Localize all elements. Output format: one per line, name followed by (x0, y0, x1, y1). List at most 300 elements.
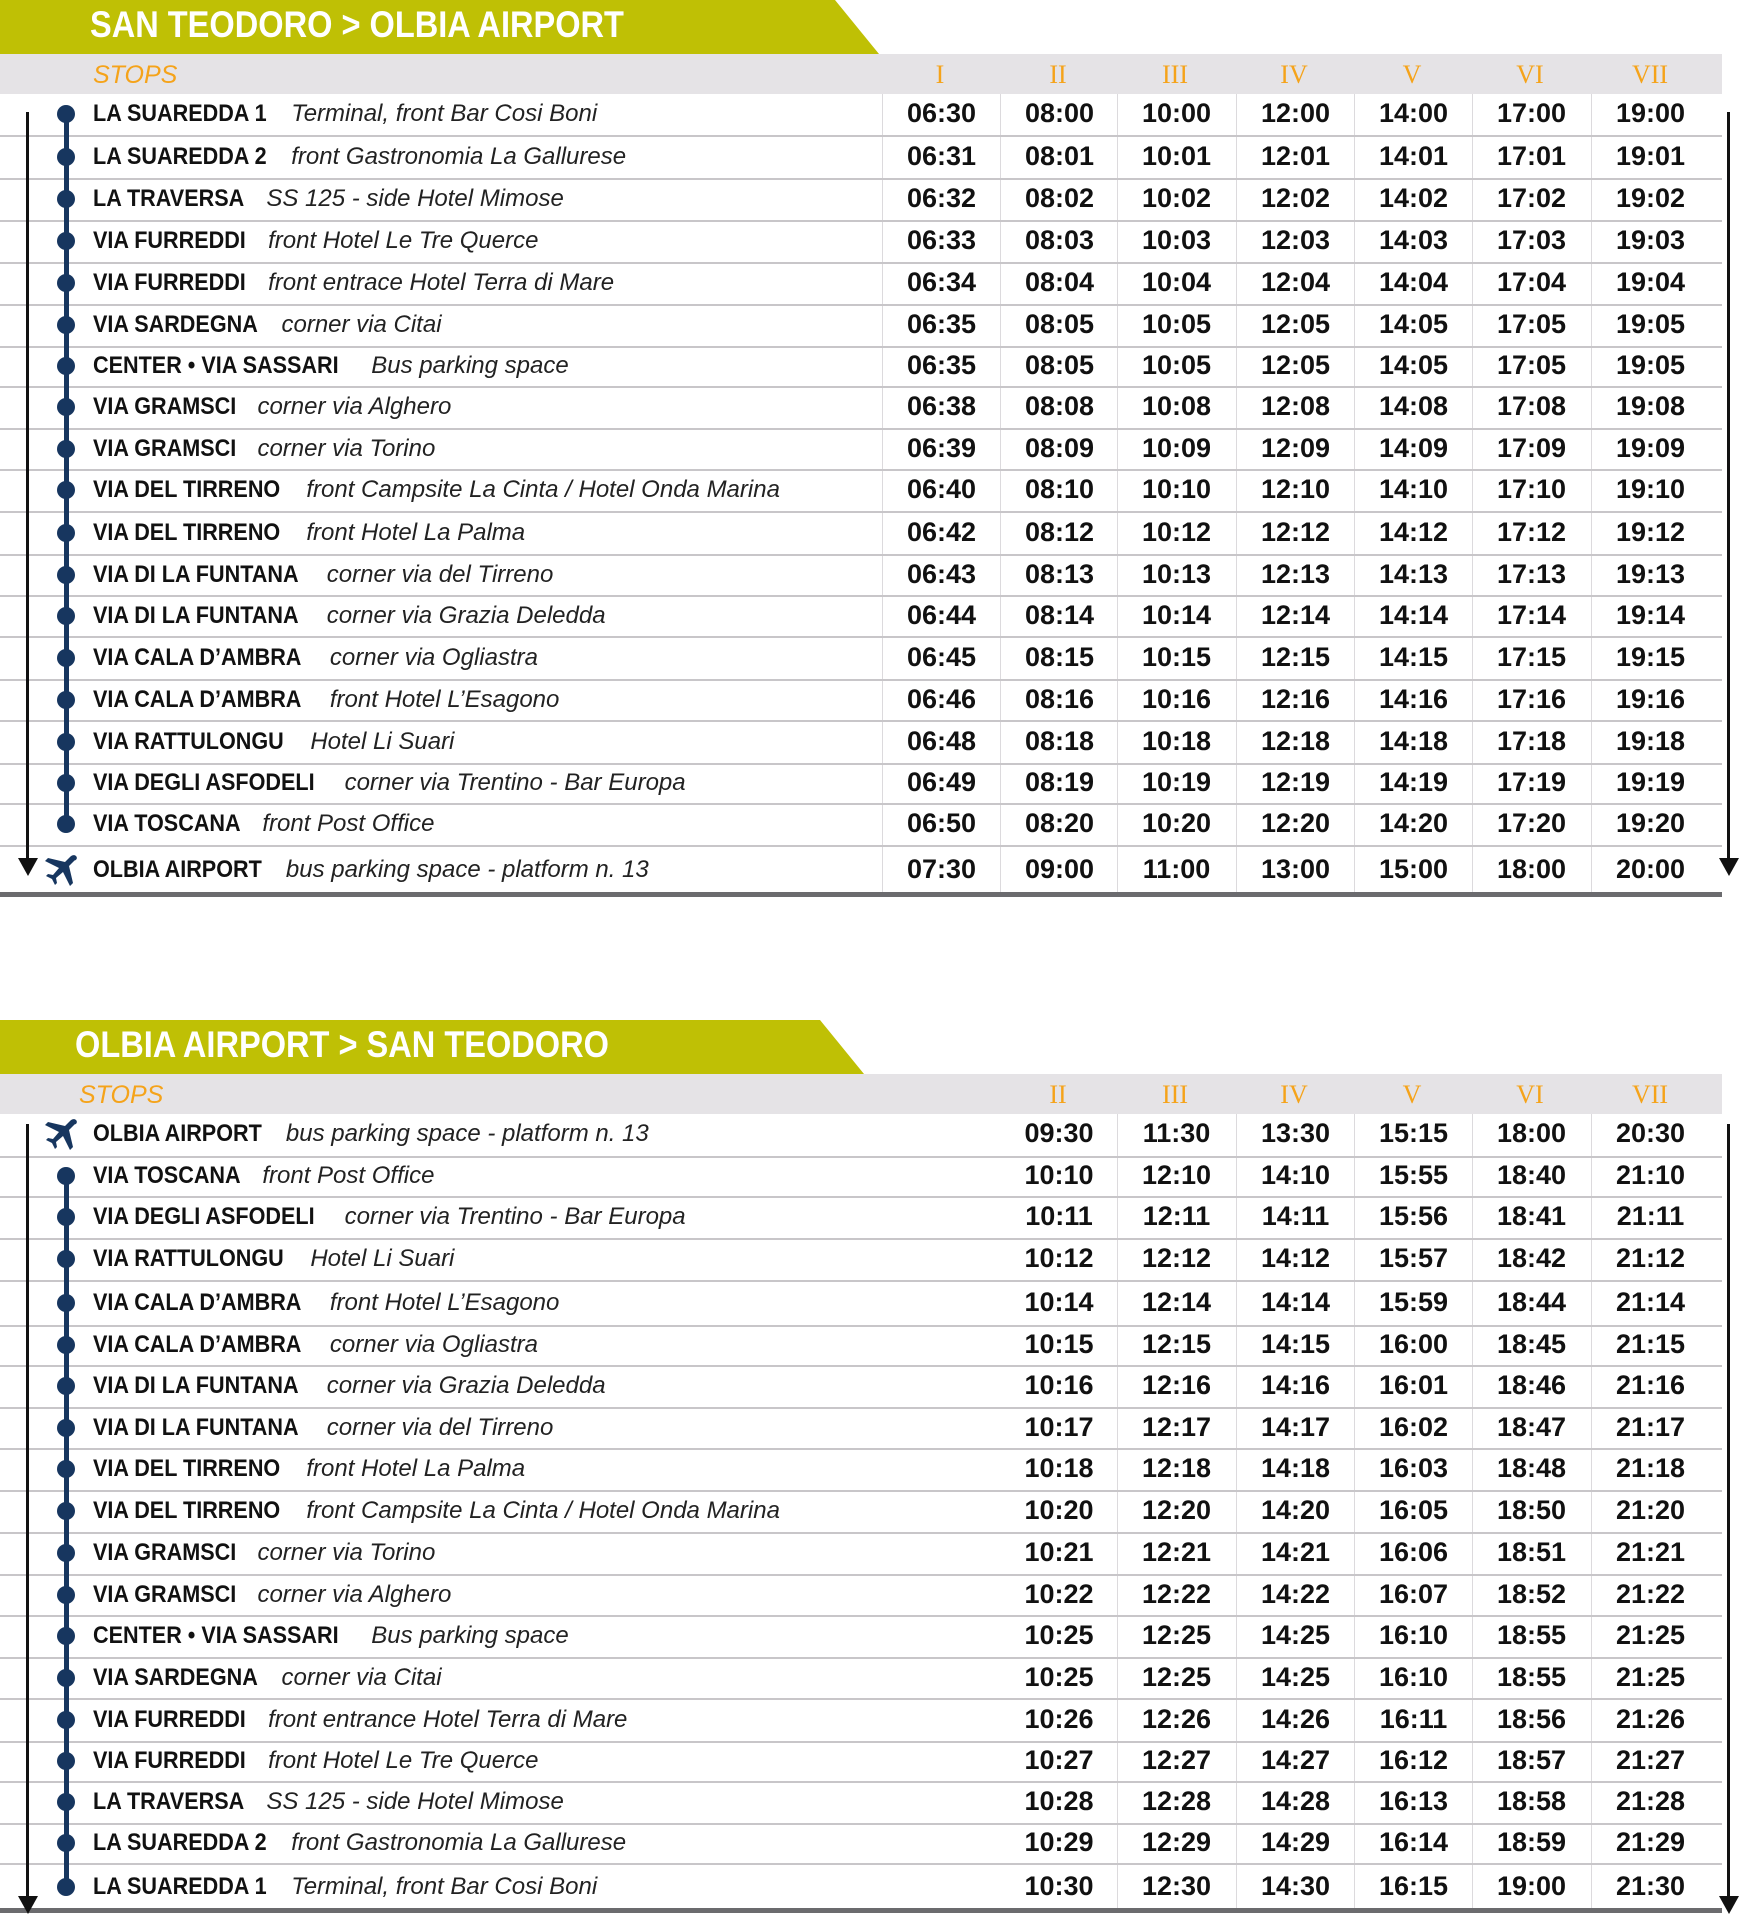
departure-time: 18:48 (1496, 1453, 1567, 1483)
table-row (0, 1783, 1722, 1825)
stop-name: VIA DEL TIRRENO (93, 476, 281, 503)
departure-time: 19:19 (1615, 767, 1686, 797)
stop-description: Bus parking space (357, 352, 569, 379)
departure-time: 12:05 (1260, 309, 1331, 339)
departure-time-cell (1236, 1783, 1354, 1823)
stop-label (93, 1708, 627, 1732)
stop-label (93, 102, 597, 126)
departure-time: 10:22 (1024, 1579, 1094, 1609)
departure-time-cell (1000, 1617, 1118, 1657)
departure-time-cell (1354, 1534, 1472, 1574)
column-header-run-2: II (1049, 1080, 1067, 1109)
stop-name: VIA DEL TIRRENO (93, 519, 281, 546)
departure-time: 18:55 (1496, 1662, 1567, 1692)
departure-time-cell (1117, 1282, 1235, 1325)
departure-time: 15:00 (1378, 854, 1449, 884)
table-row (0, 1114, 1722, 1158)
departure-time-cell (1591, 1576, 1709, 1615)
departure-time-cell (1591, 1700, 1709, 1741)
departure-time: 10:05 (1141, 350, 1212, 380)
departure-time-cell (1472, 847, 1590, 892)
departure-time: 21:17 (1615, 1412, 1686, 1442)
departure-time: 14:20 (1378, 808, 1449, 838)
departure-time: 12:18 (1260, 726, 1331, 756)
table-row (0, 94, 1722, 137)
departure-time: 19:05 (1615, 350, 1686, 380)
departure-time-cell (1000, 1327, 1118, 1365)
departure-time-cell (1000, 597, 1118, 636)
departure-time-cell (1591, 1198, 1709, 1238)
departure-time-cell (1000, 1240, 1118, 1280)
departure-time: 08:02 (1024, 183, 1095, 213)
departure-time: 13:30 (1260, 1118, 1331, 1148)
departure-time-cell (1591, 513, 1709, 554)
departure-time-cell (1591, 638, 1709, 679)
departure-time: 12:13 (1260, 559, 1331, 589)
departure-time: 17:10 (1496, 474, 1567, 504)
departure-time: 06:46 (906, 684, 977, 714)
column-header-run-7: VII (1631, 1080, 1669, 1109)
stop-name: VIA GRAMSCI (93, 1539, 237, 1566)
departure-time: 18:44 (1496, 1287, 1567, 1317)
departure-time-cell (1236, 1409, 1354, 1448)
departure-time: 17:16 (1496, 684, 1567, 714)
departure-time-cell (882, 847, 1000, 892)
departure-time: 12:15 (1141, 1329, 1212, 1359)
departure-time-cell (1117, 513, 1235, 554)
departure-time-cell (1117, 1158, 1235, 1196)
departure-time-cell (882, 722, 1000, 763)
departure-time-cell (1591, 1743, 1709, 1781)
stop-label (93, 771, 686, 795)
departure-time-cell (1117, 1743, 1235, 1781)
departure-time: 10:14 (1024, 1287, 1094, 1317)
departure-time-cell (1472, 1492, 1590, 1532)
departure-time-cell (1000, 1450, 1118, 1490)
departure-time: 14:00 (1378, 98, 1449, 128)
table-row (0, 264, 1722, 306)
stop-name: OLBIA AIRPORT (93, 1120, 262, 1147)
departure-time-cell (1117, 222, 1235, 262)
stop-description: corner via Citai (268, 311, 442, 338)
departure-time: 17:05 (1496, 350, 1567, 380)
departure-time-cell (1354, 1327, 1472, 1365)
timetable-san-teodoro-to-olbia-airport (0, 0, 1740, 900)
departure-time: 17:03 (1496, 225, 1567, 255)
departure-time-cell (1472, 222, 1590, 262)
departure-time: 18:41 (1496, 1201, 1567, 1231)
departure-time: 08:01 (1024, 141, 1095, 171)
stop-name: LA SUAREDDA 1 (93, 1873, 267, 1900)
stop-name: VIA CALA D’AMBRA (93, 1331, 302, 1358)
departure-time: 17:09 (1496, 433, 1567, 463)
departure-time-cell (1354, 1743, 1472, 1781)
departure-time: 08:16 (1024, 684, 1095, 714)
departure-time-cell (1117, 1865, 1235, 1908)
departure-time: 16:05 (1378, 1495, 1449, 1525)
departure-time: 08:05 (1024, 350, 1095, 380)
departure-time-cell (1354, 1240, 1472, 1280)
column-header-run-2: II (1049, 60, 1067, 89)
stop-label (93, 730, 454, 754)
stop-label (93, 313, 442, 337)
departure-time-cell (1472, 471, 1590, 511)
departure-time: 14:29 (1260, 1827, 1331, 1857)
departure-time: 12:16 (1260, 684, 1331, 714)
departure-time: 12:03 (1260, 225, 1331, 255)
departure-time-cell (1236, 1367, 1354, 1407)
direction-line-right (1727, 112, 1730, 860)
departure-time-cell (1236, 722, 1354, 763)
departure-time: 14:13 (1378, 559, 1449, 589)
departure-time-cell (1354, 1198, 1472, 1238)
departure-time: 19:18 (1615, 726, 1686, 756)
departure-time-cell (1000, 1198, 1118, 1238)
stop-description: Terminal, front Bar Cosi Boni (277, 1873, 598, 1900)
departure-time: 08:14 (1024, 600, 1095, 630)
departure-time-cell (1354, 1114, 1472, 1156)
departure-time: 14:08 (1378, 391, 1449, 421)
table-row (0, 722, 1722, 765)
departure-time: 21:22 (1615, 1579, 1686, 1609)
departure-time-cell (1000, 1743, 1118, 1781)
departure-time-cell (1000, 1367, 1118, 1407)
departure-time: 06:48 (906, 726, 977, 756)
departure-time: 14:28 (1260, 1786, 1331, 1816)
departure-time: 16:12 (1378, 1745, 1449, 1775)
departure-time-cell (1000, 94, 1118, 135)
departure-time-cell (1354, 1617, 1472, 1657)
departure-time: 15:15 (1378, 1118, 1449, 1148)
departure-time: 19:15 (1615, 642, 1686, 672)
departure-time: 17:02 (1496, 183, 1567, 213)
route-line (64, 118, 69, 824)
departure-time-cell (1117, 1783, 1235, 1823)
departure-time: 19:20 (1615, 808, 1686, 838)
departure-time-cell (1000, 1783, 1118, 1823)
departure-time: 14:03 (1378, 225, 1449, 255)
stop-name: LA SUAREDDA 2 (93, 143, 267, 170)
departure-time-cell (1354, 1450, 1472, 1490)
stop-name: VIA FURREDDI (93, 269, 246, 296)
departure-time: 10:03 (1141, 225, 1212, 255)
departure-time: 14:05 (1378, 309, 1449, 339)
departure-time: 08:13 (1024, 559, 1095, 589)
departure-time: 16:07 (1378, 1579, 1449, 1609)
departure-time: 14:10 (1260, 1160, 1331, 1190)
departure-time-cell (1236, 1450, 1354, 1490)
departure-time: 10:00 (1141, 98, 1212, 128)
departure-time-cell (1591, 556, 1709, 595)
stop-name: VIA DEL TIRRENO (93, 1497, 281, 1524)
route-line (64, 1180, 69, 1890)
departure-time: 18:52 (1496, 1579, 1567, 1609)
departure-time: 06:35 (906, 309, 977, 339)
departure-time-cell (1472, 306, 1590, 346)
departure-time: 12:11 (1142, 1201, 1211, 1231)
departure-time: 19:02 (1615, 183, 1686, 213)
departure-time: 09:00 (1024, 854, 1095, 884)
departure-time: 18:00 (1496, 1118, 1567, 1148)
title-band (0, 0, 835, 54)
stop-name: VIA SARDEGNA (93, 1664, 258, 1691)
departure-time: 21:12 (1615, 1243, 1686, 1273)
departure-time-cell (1236, 597, 1354, 636)
departure-time: 16:13 (1378, 1786, 1449, 1816)
departure-time: 10:13 (1141, 559, 1212, 589)
departure-time: 21:14 (1615, 1287, 1686, 1317)
stop-label (93, 187, 564, 211)
departure-time-cell (1000, 1492, 1118, 1532)
departure-time-cell (882, 180, 1000, 220)
departure-time: 14:12 (1260, 1243, 1331, 1273)
departure-time-cell (1000, 638, 1118, 679)
departure-time: 10:11 (1025, 1201, 1093, 1231)
table-row (0, 1576, 1722, 1617)
departure-time-cell (1472, 1825, 1590, 1863)
departure-time: 12:00 (1260, 98, 1331, 128)
departure-time: 12:22 (1141, 1579, 1212, 1609)
departure-time-cell (1354, 137, 1472, 178)
departure-time-cell (1354, 1492, 1472, 1532)
departure-time: 10:18 (1024, 1453, 1094, 1483)
departure-time-cell (1591, 1327, 1709, 1365)
departure-time: 17:01 (1496, 141, 1567, 171)
departure-time-cell (1591, 1282, 1709, 1325)
column-header-run-6: VI (1516, 1080, 1544, 1109)
down-arrow-icon (18, 858, 38, 876)
stop-label (93, 1164, 434, 1188)
departure-time: 16:10 (1378, 1620, 1449, 1650)
departure-time: 14:12 (1378, 517, 1449, 547)
departure-time: 12:10 (1260, 474, 1331, 504)
departure-time-cell (1472, 1576, 1590, 1615)
departure-time: 12:17 (1141, 1412, 1212, 1442)
departure-time: 17:05 (1496, 309, 1567, 339)
departure-time-cell (1354, 1367, 1472, 1407)
stop-label (93, 1457, 525, 1481)
departure-time: 10:25 (1024, 1620, 1094, 1650)
departure-time-cell (1472, 1240, 1590, 1280)
departure-time: 10:30 (1024, 1871, 1094, 1901)
stop-name: VIA GRAMSCI (93, 435, 237, 462)
departure-time-cell (882, 430, 1000, 469)
departure-time: 14:21 (1260, 1537, 1331, 1567)
departure-time: 19:10 (1615, 474, 1686, 504)
departure-time: 18:57 (1496, 1745, 1567, 1775)
departure-time: 14:14 (1260, 1287, 1331, 1317)
departure-time-cell (1472, 264, 1590, 304)
stop-description: front entrance Hotel Terra di Mare (254, 1706, 628, 1733)
stop-description: front entrace Hotel Terra di Mare (254, 269, 615, 296)
departure-time-cell (1472, 513, 1590, 554)
column-header-run-4: IV (1280, 60, 1308, 89)
departure-time-cell (882, 348, 1000, 386)
departure-time-cell (1591, 1534, 1709, 1574)
departure-time-cell (1117, 1492, 1235, 1532)
departure-time-cell (1472, 1743, 1590, 1781)
departure-time-cell (1236, 556, 1354, 595)
departure-time-cell (1472, 805, 1590, 845)
departure-time-cell (1591, 1450, 1709, 1490)
stop-description: corner via Trentino - Bar Europa (331, 769, 686, 796)
departure-time: 10:10 (1024, 1160, 1094, 1190)
stop-description: corner via Ogliastra (316, 644, 538, 671)
departure-time-cell (1236, 1659, 1354, 1698)
departure-time: 17:08 (1496, 391, 1567, 421)
timetable-olbia-airport-to-san-teodoro (0, 1020, 1740, 1920)
stop-name: VIA DEGLI ASFODELI (93, 1203, 315, 1230)
departure-time-cell (1117, 805, 1235, 845)
departure-time-cell (1472, 94, 1590, 135)
departure-time-cell (1117, 388, 1235, 428)
departure-time: 12:21 (1141, 1537, 1212, 1567)
departure-time-cell (1000, 722, 1118, 763)
departure-time: 08:00 (1024, 98, 1095, 128)
departure-time-cell (1117, 638, 1235, 679)
departure-time-cell (1472, 1282, 1590, 1325)
direction-line-left (26, 112, 29, 860)
departure-time-cell (1472, 137, 1590, 178)
departure-time-cell (1000, 556, 1118, 595)
column-header-run-5: V (1402, 60, 1422, 89)
departure-time-cell (1591, 306, 1709, 346)
departure-time-cell (1591, 1114, 1709, 1156)
departure-time: 07:30 (906, 854, 977, 884)
departure-time: 21:16 (1615, 1370, 1686, 1400)
departure-time-cell (1236, 1865, 1354, 1908)
stop-name: CENTER • VIA SASSARI (93, 1622, 339, 1649)
departure-time: 10:29 (1024, 1827, 1094, 1857)
departure-time: 08:05 (1024, 309, 1095, 339)
departure-time-cell (1000, 388, 1118, 428)
departure-time-cell (1000, 222, 1118, 262)
departure-time-cell (1236, 805, 1354, 845)
departure-time-cell (1591, 1158, 1709, 1196)
table-row (0, 1534, 1722, 1576)
departure-time-cell (1591, 1783, 1709, 1823)
departure-time: 14:09 (1378, 433, 1449, 463)
section-title: OLBIA AIRPORT > SAN TEODORO (75, 1024, 609, 1065)
departure-time: 19:01 (1615, 141, 1686, 171)
stop-name: VIA DI LA FUNTANA (93, 561, 299, 588)
table-row (0, 430, 1722, 471)
departure-time: 19:12 (1615, 517, 1686, 547)
departure-time-cell (1236, 638, 1354, 679)
departure-time: 19:00 (1615, 98, 1686, 128)
stop-description: corner via del Tirreno (313, 561, 554, 588)
departure-time-cell (1472, 1114, 1590, 1156)
departure-time-cell (1000, 681, 1118, 720)
departure-time: 17:15 (1496, 642, 1567, 672)
departure-time: 06:43 (906, 559, 977, 589)
departure-time-cell (1236, 348, 1354, 386)
stop-name: VIA DEGLI ASFODELI (93, 769, 315, 796)
departure-time: 19:08 (1615, 391, 1686, 421)
column-header-run-3: III (1162, 1080, 1188, 1109)
departure-time-cell (1236, 1700, 1354, 1741)
table-row (0, 1700, 1722, 1743)
departure-time-cell (1117, 137, 1235, 178)
stop-name: VIA RATTULONGU (93, 1245, 284, 1272)
departure-time: 12:08 (1260, 391, 1331, 421)
departure-time: 14:04 (1378, 267, 1449, 297)
departure-time-cell (1117, 722, 1235, 763)
departure-time-cell (1591, 681, 1709, 720)
stop-name: LA TRAVERSA (93, 1788, 245, 1815)
departure-time: 06:40 (906, 474, 977, 504)
stop-label (93, 1499, 780, 1523)
departure-time-cell (1591, 722, 1709, 763)
departure-time-cell (1117, 1240, 1235, 1280)
departure-time-cell (1591, 264, 1709, 304)
stop-description: Terminal, front Bar Cosi Boni (277, 100, 598, 127)
departure-time-cell (882, 388, 1000, 428)
departure-time: 18:47 (1496, 1412, 1567, 1442)
departure-time: 10:21 (1024, 1537, 1094, 1567)
departure-time: 08:12 (1024, 517, 1095, 547)
stops-column-header: STOPS (93, 61, 178, 89)
departure-time-cell (1354, 597, 1472, 636)
departure-time: 16:03 (1378, 1453, 1449, 1483)
stop-label (93, 858, 649, 882)
departure-time-cell (1591, 847, 1709, 892)
stop-label (93, 1291, 559, 1315)
stop-description: SS 125 - side Hotel Mimose (253, 1788, 564, 1815)
departure-time-cell (882, 264, 1000, 304)
table-row (0, 1158, 1722, 1198)
departure-time-cell (1354, 847, 1472, 892)
departure-time: 08:09 (1024, 433, 1095, 463)
stop-label (93, 271, 614, 295)
table-row (0, 1865, 1722, 1913)
departure-time-cell (1472, 556, 1590, 595)
stop-name: VIA CALA D’AMBRA (93, 1289, 302, 1316)
departure-time: 10:20 (1141, 808, 1212, 838)
stop-name: LA TRAVERSA (93, 185, 245, 212)
departure-time-cell (1472, 638, 1590, 679)
table-row (0, 222, 1722, 264)
departure-time: 17:18 (1496, 726, 1567, 756)
table-row (0, 306, 1722, 348)
departure-time: 19:03 (1615, 225, 1686, 255)
departure-time: 06:45 (906, 642, 977, 672)
departure-time-cell (1000, 471, 1118, 511)
departure-time: 12:05 (1260, 350, 1331, 380)
column-header-bar (0, 1074, 1722, 1114)
stop-description: SS 125 - side Hotel Mimose (253, 185, 564, 212)
departure-time-cell (1000, 805, 1118, 845)
departure-time: 10:25 (1024, 1662, 1094, 1692)
stop-description: corner via Grazia Deledda (313, 602, 606, 629)
down-arrow-icon (18, 1896, 38, 1914)
departure-time: 15:56 (1378, 1201, 1449, 1231)
departure-time: 17:19 (1496, 767, 1567, 797)
stop-name: LA SUAREDDA 1 (93, 100, 267, 127)
departure-time: 06:44 (906, 600, 977, 630)
stop-name: VIA FURREDDI (93, 1747, 246, 1774)
table-row (0, 1282, 1722, 1327)
departure-time-cell (1354, 1825, 1472, 1863)
departure-time: 12:20 (1141, 1495, 1212, 1525)
departure-time: 15:57 (1378, 1243, 1449, 1273)
departure-time: 12:18 (1141, 1453, 1212, 1483)
departure-time: 09:30 (1024, 1118, 1094, 1148)
departure-time: 12:12 (1260, 517, 1331, 547)
departure-time-cell (882, 94, 1000, 135)
departure-time: 10:26 (1024, 1704, 1094, 1734)
departure-time: 12:20 (1260, 808, 1331, 838)
